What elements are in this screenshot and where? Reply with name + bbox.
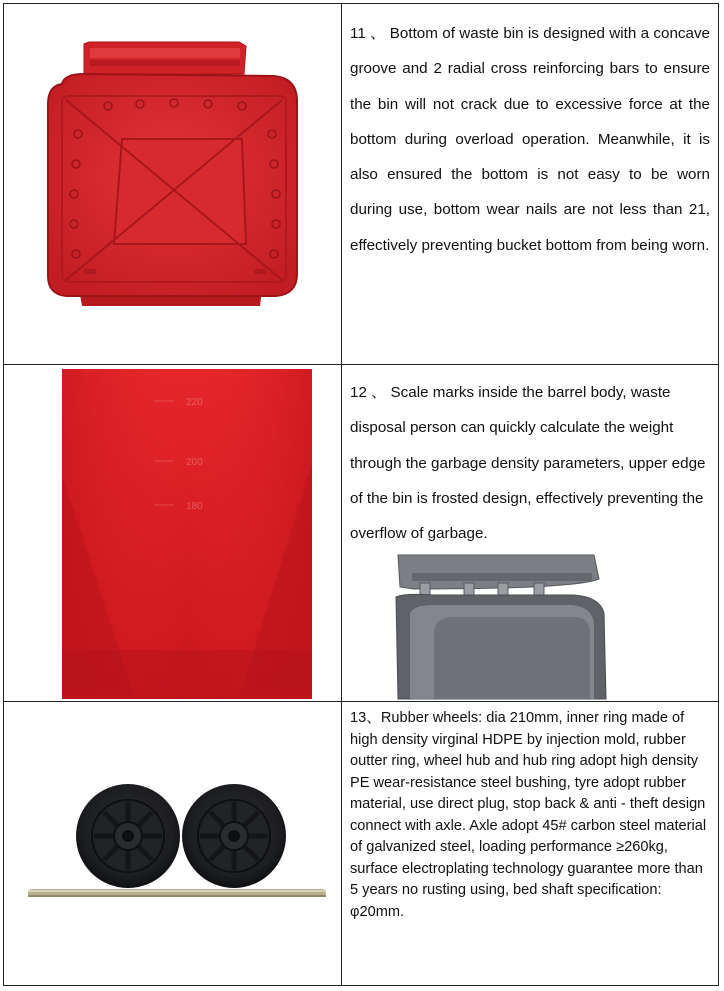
- image-cell: [4, 4, 342, 364]
- description-rubber-wheels: 13、Rubber wheels: dia 210mm, inner ring made of high density virginal HDPE by injection mold, rubber outter ring, wheel hub and hub ring adopt high density PE wear-resistance steel bushing, tyre adopt rubber material, use direct plug, stop back & anti - theft design connect with axle. Axle adopt 45# carbon steel material of galvanized steel, loading performance ≥260kg, surface electroplating technology guarantee more than 5 years no rusting using, bed shaft specification: φ20mm.: [350, 710, 707, 920]
- description-scale-marks: 12 、 Scale marks inside the barrel body, waste disposal person can quickly calculate the weight through the garbage density parameters, upper edge of the bin is frosted design, effectively preventing the overflow of garbage.: [350, 384, 706, 543]
- description-bottom-design: 11 、 Bottom of waste bin is designed with a concave groove and 2 radial cross reinforcing bars to ensure the bin will not crack due to excessive force at the bottom during overload operation. Meanwhile, it is also ensured the bottom is not easy to be worn during use, bottom wear nails are not less than 21, effectively preventing bucket bottom from being worn.: [350, 25, 710, 254]
- table-row: [4, 364, 718, 701]
- scale-mark-180: 180: [186, 501, 203, 512]
- image-cell: [4, 365, 342, 701]
- axle: [28, 889, 326, 897]
- table-row: [4, 4, 718, 364]
- table-row: [4, 701, 718, 985]
- scale-mark-200: 200: [186, 457, 203, 468]
- scale-mark-220: 220: [186, 397, 203, 408]
- bin-bottom-photo: [4, 4, 341, 363]
- bin-interior-photo: [4, 365, 341, 701]
- wheel-right: [182, 784, 286, 888]
- text-cell: [342, 4, 718, 364]
- image-cell: [4, 702, 342, 985]
- text-cell: [342, 702, 718, 985]
- rubber-wheels-and-axle-photo: [4, 702, 341, 985]
- grey-bin-lid-photo: [394, 553, 610, 701]
- text-cell: [342, 365, 718, 701]
- wheel-left: [76, 784, 180, 888]
- spec-table: [3, 3, 719, 986]
